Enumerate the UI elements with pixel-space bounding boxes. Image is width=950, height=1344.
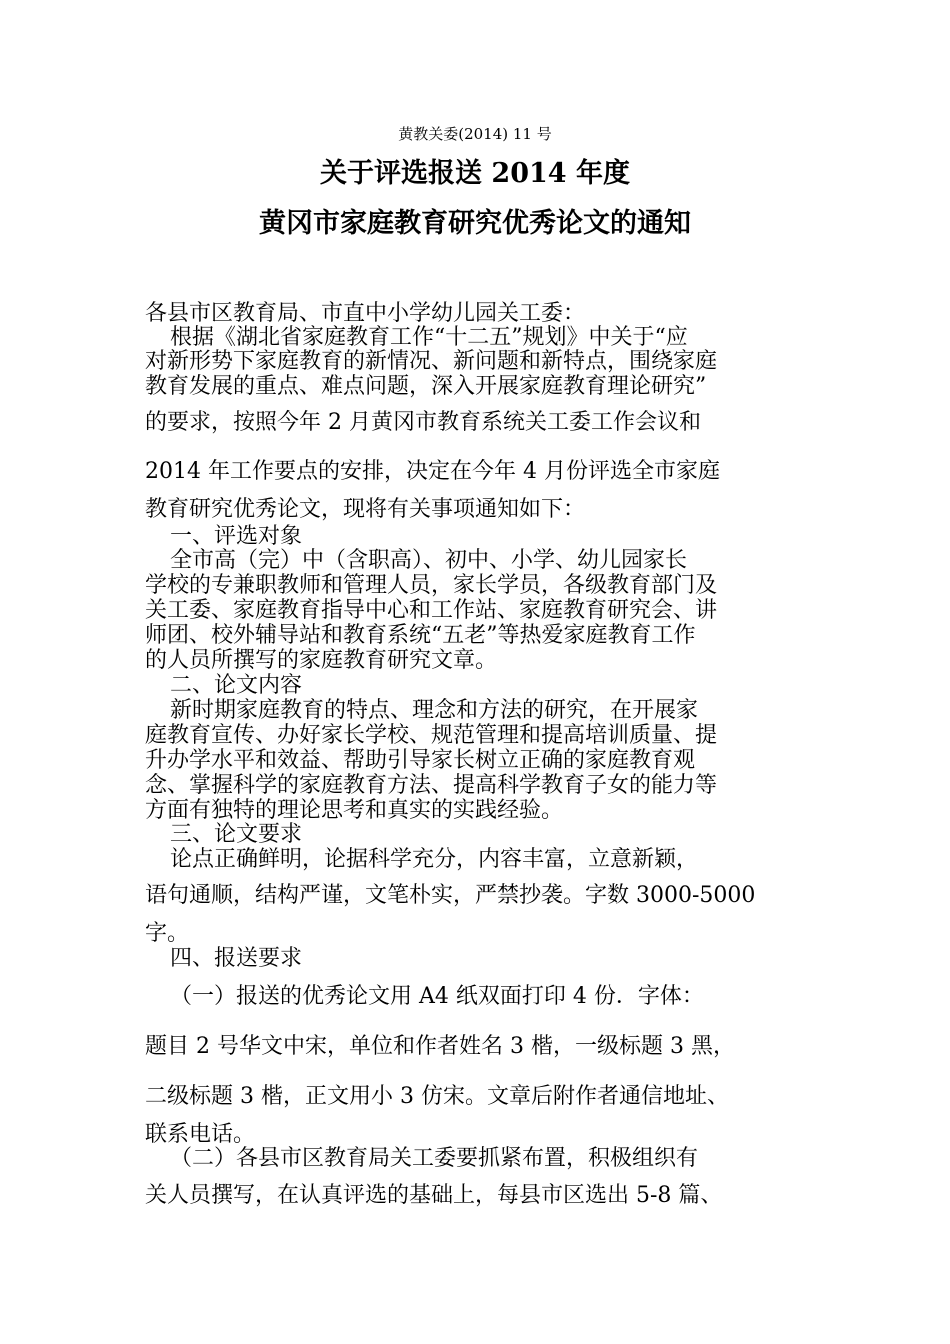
body-line: 二级标题 3 楷，正文用小 3 仿宋。文章后附作者通信地址、: [145, 1084, 729, 1109]
section-heading: 二、论文内容: [170, 673, 303, 698]
body-line: 师团、校外辅导站和教育系统“五老”等热爱家庭教育工作: [145, 623, 696, 648]
body-line: 升办学水平和效益、帮助引导家长树立正确的家庭教育观: [145, 748, 696, 773]
body-line: 全市高（完）中（含职高）、初中、小学、幼儿园家长: [170, 548, 688, 573]
body-line: 关工委、家庭教育指导中心和工作站、家庭教育研究会、讲: [145, 598, 718, 623]
section-heading: 四、报送要求: [170, 946, 303, 971]
document-number: 黄教关委(2014) 11 号: [398, 125, 552, 143]
body-line: 念、掌握科学的家庭教育方法、提高科学教育子女的能力等: [145, 773, 718, 798]
body-line: 2014 年工作要点的安排，决定在今年 4 月份评选全市家庭: [145, 459, 720, 484]
title-line-1: 关于评选报送 2014 年度: [320, 158, 630, 189]
body-line: 联系电话。: [145, 1122, 256, 1147]
body-line: 字。: [145, 921, 190, 946]
body-line: （一）报送的优秀论文用 A4 纸双面打印 4 份．字体：: [170, 984, 704, 1009]
body-line: 的要求，按照今年 2 月黄冈市教育系统关工委工作会议和: [145, 410, 701, 435]
body-line: 对新形势下家庭教育的新情况、新问题和新特点，围绕家庭: [145, 349, 718, 374]
body-line: 语句通顺，结构严谨，文笔朴实，严禁抄袭。字数 3000-5000: [145, 883, 756, 908]
section-heading: 一、评选对象: [170, 524, 303, 549]
body-line: 论点正确鲜明，论据科学充分，内容丰富，立意新颖，: [170, 847, 699, 872]
section-heading: 三、论文要求: [170, 822, 303, 847]
body-line: 根据《湖北省家庭教育工作“十二五”规划》中关于“应: [170, 325, 688, 350]
title-line-2: 黄冈市家庭教育研究优秀论文的通知: [259, 208, 691, 239]
body-line: 题目 2 号华文中宋，单位和作者姓名 3 楷，一级标题 3 黑，: [145, 1034, 735, 1059]
body-line: 庭教育宣传、办好家长学校、规范管理和提高培训质量、提: [145, 723, 718, 748]
salutation: 各县市区教育局、市直中小学幼儿园关工委：: [145, 301, 586, 326]
body-line: 学校的专兼职教师和管理人员，家长学员，各级教育部门及: [145, 573, 718, 598]
body-line: 的人员所撰写的家庭教育研究文章。: [145, 648, 498, 673]
body-line: 新时期家庭教育的特点、理念和方法的研究，在开展家: [170, 698, 699, 723]
body-line: 教育发展的重点、难点问题，深入开展家庭教育理论研究”: [145, 374, 707, 399]
body-line: 教育研究优秀论文，现将有关事项通知如下：: [145, 497, 586, 522]
body-line: 关人员撰写，在认真评选的基础上，每县市区选出 5-8 篇、: [145, 1183, 723, 1208]
body-line: （二）各县市区教育局关工委要抓紧布置，积极组织有: [170, 1146, 699, 1171]
body-line: 方面有独特的理论思考和真实的实践经验。: [145, 798, 564, 823]
